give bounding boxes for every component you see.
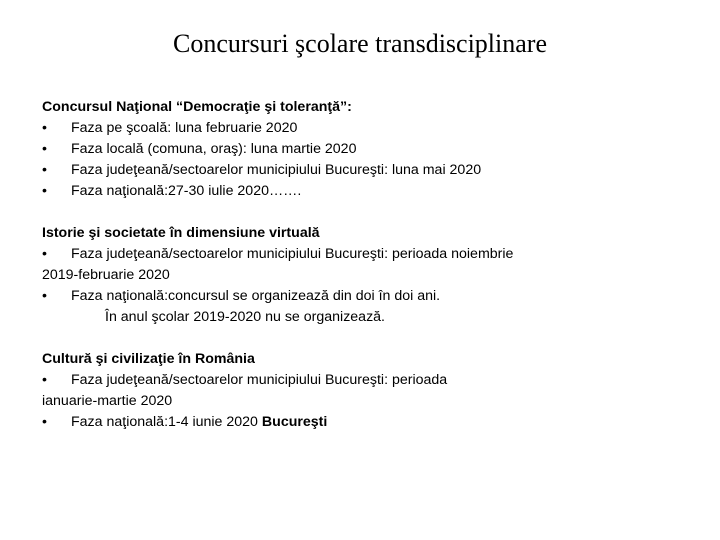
list-item-text: Faza naţională:27-30 iulie 2020……. xyxy=(71,183,302,199)
list-item-text: Faza pe şcoală: luna februarie 2020 xyxy=(71,120,298,136)
list-item-text: Faza judeţeană/sectoarelor municipiului Bucureşti: perioada xyxy=(71,372,448,388)
list-item xyxy=(42,181,692,202)
list-item-note: În anul şcolar 2019-2020 nu se organizează. xyxy=(105,309,386,325)
bullet-icon: • xyxy=(42,246,47,262)
section-heading: Istorie şi societate în dimensiune virtuală xyxy=(42,225,320,241)
section-democratie-toleranta xyxy=(42,97,692,202)
bullet-icon: • xyxy=(42,372,47,388)
list-item xyxy=(42,118,692,139)
bullet-icon: • xyxy=(42,183,47,199)
bullet-icon: • xyxy=(42,162,47,178)
section-cultura-civilizatie xyxy=(42,349,692,433)
section-heading: Concursul Naţional “Democraţie şi toleranţă”: xyxy=(42,99,352,115)
bullet-icon: • xyxy=(42,414,47,430)
list-item xyxy=(42,370,692,391)
list-item-text: Faza judeţeană/sectoarelor municipiului Bucureşti: luna mai 2020 xyxy=(71,162,482,178)
slide-title: Concursuri şcolare transdisciplinare xyxy=(173,29,547,58)
list-item xyxy=(42,244,692,265)
bullet-icon: • xyxy=(42,288,47,304)
bullet-icon: • xyxy=(42,120,47,136)
list-item xyxy=(42,139,692,160)
list-item xyxy=(42,160,692,181)
list-item xyxy=(42,286,692,307)
list-item-location: Bucureşti xyxy=(261,414,328,430)
list-item-text: Faza naţională:concursul se organizează din doi în doi ani. xyxy=(71,288,441,304)
bullet-icon: • xyxy=(42,141,47,157)
list-item xyxy=(42,412,692,433)
list-item-continuation: 2019-februarie 2020 xyxy=(42,267,170,283)
list-item-continuation: ianuarie-martie 2020 xyxy=(42,393,173,409)
list-item-text: Faza locală (comuna, oraş): luna martie 2020 xyxy=(71,141,357,157)
section-heading: Cultură şi civilizaţie în România xyxy=(42,351,255,367)
list-item-text: Faza naţională:1-4 iunie 2020 xyxy=(71,414,258,430)
slide-content xyxy=(42,97,692,433)
list-item-text: Faza judeţeană/sectoarelor municipiului Bucureşti: perioada noiembrie xyxy=(71,246,514,262)
section-istorie-societate xyxy=(42,223,692,328)
